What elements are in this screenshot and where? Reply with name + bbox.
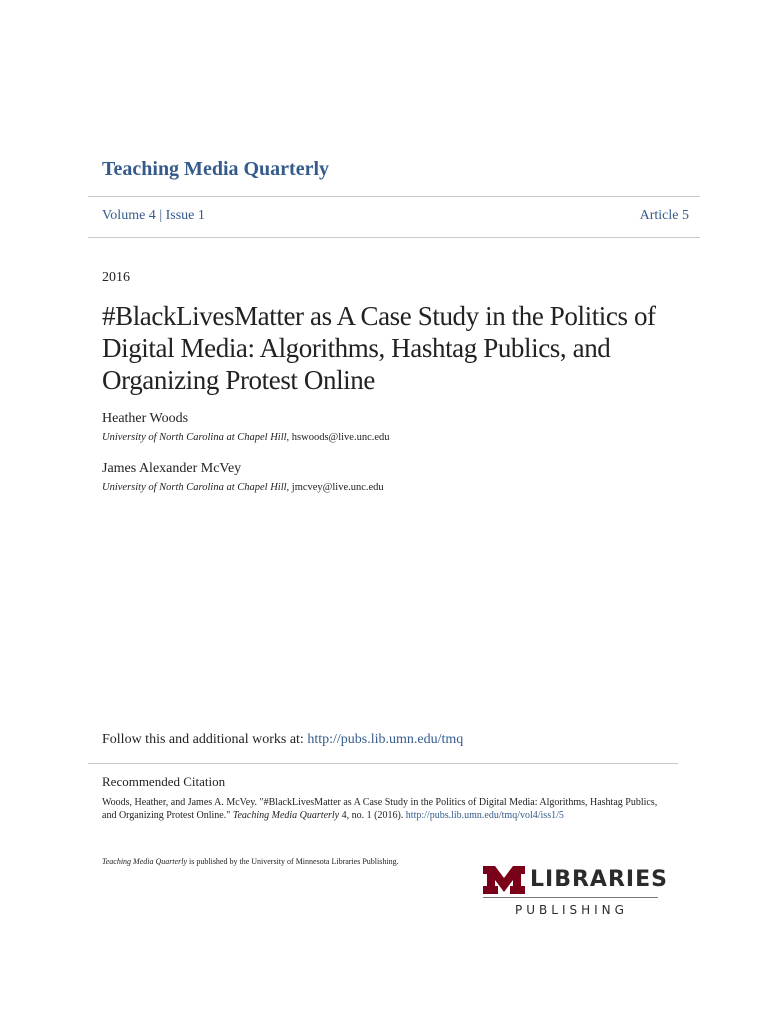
affiliation-institution: University of North Carolina at Chapel Hill <box>102 432 287 443</box>
citation-journal: Teaching Media Quarterly <box>232 810 340 821</box>
citation-link[interactable]: http://pubs.lib.umn.edu/tmq/vol4/iss1/5 <box>405 810 564 821</box>
volume-issue-line <box>102 208 205 224</box>
top-divider <box>88 196 700 197</box>
citation-part1: Woods, Heather, and James A. McVey. "#BlackLivesMatter as A Case Study in the Politics of Digital Media: Algorithms, Hashtag Publics, and Organizing Protest Online." <box>102 797 658 821</box>
issue-divider <box>88 237 700 238</box>
follow-label: Follow this and additional works at: <box>102 732 308 747</box>
author-email: , hswoods@live.unc.edu <box>286 432 390 443</box>
publisher-note-journal: Teaching Media Quarterly <box>102 857 188 866</box>
author-name: James Alexander McVey <box>102 461 242 476</box>
university-m-icon <box>483 866 525 894</box>
logo-divider <box>483 897 658 898</box>
recommended-citation-heading: Recommended Citation <box>102 774 226 789</box>
follow-link[interactable]: http://pubs.lib.umn.edu/tmq <box>307 732 464 747</box>
logo-publishing-text: PUBLISHING <box>515 903 628 917</box>
publisher-note-text: is published by the University of Minnesota Libraries Publishing. <box>187 857 399 866</box>
publisher-note <box>102 857 399 866</box>
journal-title[interactable]: Teaching Media Quarterly <box>102 158 330 180</box>
issue-link[interactable]: Issue 1 <box>165 208 205 223</box>
citation-part2: 4, no. 1 (2016). <box>339 810 406 821</box>
author-affiliation <box>102 482 384 493</box>
affiliation-institution: University of North Carolina at Chapel Hill <box>102 482 287 493</box>
m-shape <box>483 866 525 894</box>
logo-libraries-text: LIBRARIES <box>530 867 668 892</box>
author-email: , jmcvey@live.unc.edu <box>286 482 384 493</box>
article-number-link[interactable]: Article 5 <box>639 208 689 223</box>
citation-divider <box>88 763 678 764</box>
article-title: #BlackLivesMatter as A Case Study in the Politics of Digital Media: Algorithms, Hashtag Publics, and Organizing Protest Online <box>102 301 656 395</box>
volume-issue-separator: | <box>159 208 163 223</box>
follow-works-line <box>102 732 463 748</box>
volume-link[interactable]: Volume 4 <box>102 208 156 223</box>
libraries-publishing-logo[interactable] <box>483 866 668 922</box>
publication-year: 2016 <box>102 270 130 285</box>
author-affiliation <box>102 432 390 443</box>
author-name: Heather Woods <box>102 411 189 426</box>
citation-text <box>102 796 662 822</box>
